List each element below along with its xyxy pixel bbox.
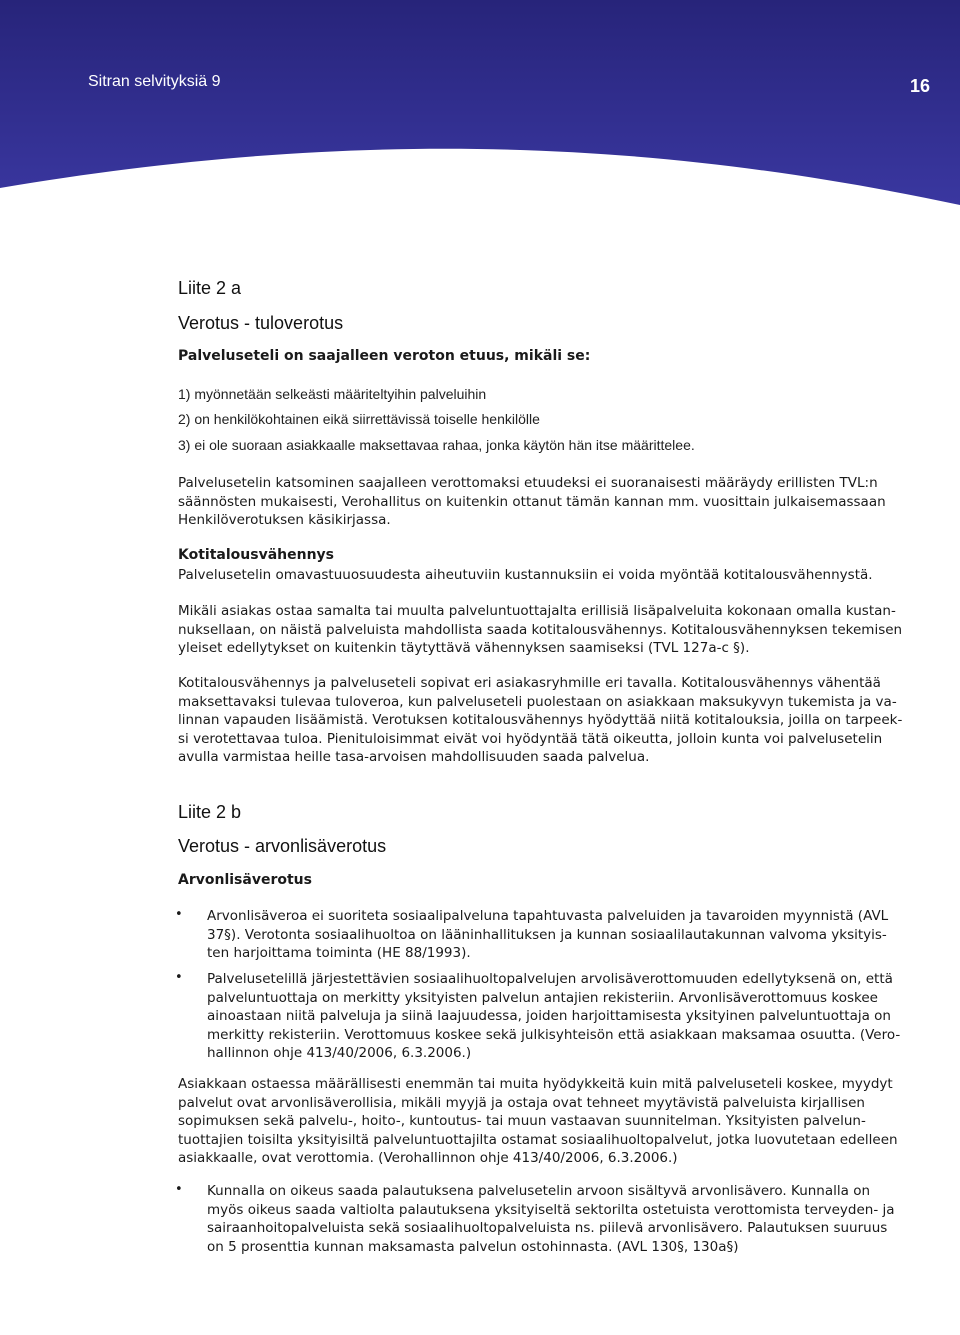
page-number: 16 xyxy=(909,76,930,96)
paragraph-line: palveluntuottaja on merkitty yksityisten palvelun antajien rekisteriin. Arvonlisäverottomuus koskee xyxy=(207,989,878,1006)
condition-item: 1) myönnetään selkeästi määriteltyihin palveluihin xyxy=(178,386,487,402)
paragraph-line: Henkilöverotuksen käsikirjassa. xyxy=(178,512,391,528)
paragraph-line: merkitty rekisteriin. Verottomuus koskee sekä julkisyhteisön että asiakkaan maksamaa osuutta. (Vero- xyxy=(207,1026,901,1043)
paragraph-line: linnan vapauden lisäämistä. Verotuksen kotitalousvähennys hyödyttää niitä kotitalouksia, joilla on tarpeek- xyxy=(178,712,903,728)
condition-item: 3) ei ole suoraan asiakkaalle maksettavaa rahaa, jonka käytön hän itse määrittelee. xyxy=(178,437,695,453)
appendix-a-title: Liite 2 a xyxy=(178,278,242,298)
paragraph-arvonlisaverolliset xyxy=(178,1075,898,1168)
appendix-b-title: Liite 2 b xyxy=(178,802,242,822)
paragraph-line: myös oikeus saada valtiolta palautuksena yksityiseltä sektorilta ostetuista verottomista terveyden- ja xyxy=(207,1201,895,1218)
paragraph-line: sairaanhoitopalveluista sekä sosiaalihuoltopalveluista ns. piilevä arvonlisävero. Palautuksen suuruus xyxy=(207,1220,888,1236)
kotitalous-heading: Kotitalousvähennys xyxy=(178,547,334,563)
appendix-b-subtitle: Verotus - arvonlisäverotus xyxy=(178,836,387,856)
paragraph-asiakasryhmat xyxy=(178,674,903,767)
paragraph-line: hallinnon ohje 413/40/2006, 6.3.2006.) xyxy=(207,1045,472,1061)
bullet-item-palautus xyxy=(207,1182,895,1256)
paragraph-line: on 5 prosenttia kunnan maksamasta palvelun ostohinnasta. (AVL 130§, 130a§) xyxy=(207,1238,739,1255)
appendix-a-lead: Palveluseteli on saajalleen veroton etuus, mikäli se: xyxy=(178,348,591,364)
paragraph-omavastuu xyxy=(178,566,873,585)
bullet-item-avl xyxy=(207,907,889,963)
banner-shape xyxy=(0,0,960,205)
paragraph-line: avulla varmistaa heille tasa-arvoisen mahdollisuuden saada palvelua. xyxy=(178,749,650,765)
paragraph-line: sopimuksen sekä palvelu-, hoito-, kuntoutus- tai muun vastaavan suunnitelman. Yksityisten palvelun- xyxy=(178,1113,866,1129)
paragraph-line: Kotitalousvähennys ja palveluseteli sopivat eri asiakasryhmille eri tavalla. Kotitalousvähennys vähentää xyxy=(178,675,881,691)
condition-item: 2) on henkilökohtainen eikä siirrettävissä toiselle henkilölle xyxy=(178,411,540,427)
appendix-b-heading: Arvonlisäverotus xyxy=(178,872,312,888)
paragraph-line: tuottajien toisilta yksityisiltä palveluntuottajilta ostamat sosiaalihuoltopalvelut, jotka luovutetaan edelleen xyxy=(178,1131,898,1148)
paragraph-line: säännösten mukaisesti, Verohallitus on kuitenkin ottanut tämän kannan mm. vuosittain julkaisemassaan xyxy=(178,493,886,510)
header-banner xyxy=(0,0,960,205)
paragraph-line: Palvelusetelin omavastuuosuudesta aiheutuviin kustannuksiin ei voida myöntää kotitalousvähennystä. xyxy=(178,567,873,583)
paragraph-line: ainoastaan niitä palveluja ja siinä laajuudessa, joiden harjoittamisesta yksityinen palveluntuottaja on xyxy=(207,1008,891,1024)
paragraph-line: Arvonlisäveroa ei suoriteta sosiaalipalveluna tapahtuvasta palveluiden ja tavaroiden myynnistä (AVL xyxy=(207,908,889,924)
paragraph-line: palvelut ovat arvonlisäverollisia, mikäli myyjä ja ostaja ovat tehneet myytävistä palveluista kirjallisen xyxy=(178,1094,865,1111)
bullet-icon: • xyxy=(175,907,183,922)
paragraph-line: Kunnalla on oikeus saada palautuksena palvelusetelin arvoon sisältyvä arvonlisävero. Kunnalla on xyxy=(207,1183,871,1199)
series-title: Sitran selvityksiä 9 xyxy=(88,73,221,90)
bullet-icon: • xyxy=(175,970,183,985)
paragraph-line: 37§). Verotonta sosiaalihuoltoa on lääninhallituksen ja kunnan sosiaalilautakunnan valvoma yksityis- xyxy=(207,926,887,943)
paragraph-line: Palvelusetelin katsominen saajalleen verottomaksi etuudeksi ei suoranaisesti määräydy erillisten TVL:n xyxy=(178,475,878,491)
paragraph-line: ten harjoittama toiminta (HE 88/1993). xyxy=(207,945,471,961)
paragraph-line: Mikäli asiakas ostaa samalta tai muulta palveluntuottajalta erillisiä lisäpalveluita kokonaan omalla kustan- xyxy=(178,603,896,619)
paragraph-line: yleiset edellytykset on kuitenkin täytyttävä vähennyksen saamiseksi (TVL 127a-c §). xyxy=(178,640,750,656)
paragraph-line: maksettavaksi tulevaa tuloveroa, kun palveluseteli puolestaan on asiakkaan maksukyvyn tukemista ja va- xyxy=(178,693,897,710)
paragraph-line: Asiakkaan ostaessa määrällisesti enemmän tai muita hyödykkeitä kuin mitä palveluseteli koskee, myydyt xyxy=(178,1076,893,1092)
appendix-a-subtitle: Verotus - tuloverotus xyxy=(178,313,344,333)
paragraph-line: asiakkaalle, ovat verottomia. (Verohallinnon ohje 413/40/2006, 6.3.2006.) xyxy=(178,1150,678,1166)
bullet-icon: • xyxy=(175,1182,183,1197)
paragraph-line: nuksellaan, on näistä palveluista mahdollista saada kotitalousvähennys. Kotitalousvähennyksen tekemisen xyxy=(178,621,903,638)
paragraph-tax-status xyxy=(178,474,886,530)
paragraph-line: si verotettavaa tuloa. Pienituloisimmat eivät voi hyödyntää tätä oikeutta, jolloin kunta voi palvelusetelin xyxy=(178,730,883,747)
paragraph-line: Palvelusetelillä järjestettävien sosiaalihuoltopalvelujen arvolisäverottomuuden edellytyksenä on, että xyxy=(207,971,893,987)
bullet-item-rekisteri xyxy=(207,970,901,1063)
paragraph-lisapalvelut xyxy=(178,602,903,658)
